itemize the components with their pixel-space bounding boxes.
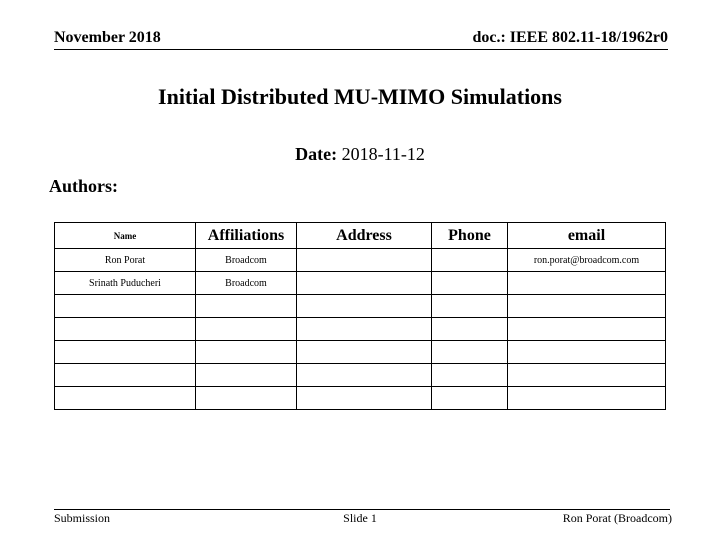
author-affiliation-cell [196,364,297,387]
author-affiliation-cell [196,295,297,318]
author-affiliation-cell: Broadcom [196,272,297,295]
column-header-email: email [508,223,666,249]
slide-title: Initial Distributed MU-MIMO Simulations [158,84,562,109]
footer-author: Ron Porat (Broadcom) [562,511,672,525]
header-doc-id: doc.: IEEE 802.11-18/1962r0 [472,29,668,46]
author-address-cell [297,295,432,318]
column-header-affiliations: Affiliations [196,223,297,249]
author-phone-cell [432,341,508,364]
table-row [55,341,666,364]
author-name-cell: Ron Porat [55,249,196,272]
column-header-name: Name [55,223,196,249]
author-email-cell [508,341,666,364]
footer-divider [54,509,670,510]
table-row [55,295,666,318]
header-date: November 2018 [54,29,161,46]
column-header-address: Address [297,223,432,249]
table-header-row [55,223,666,249]
header-divider [54,49,668,50]
author-affiliation-cell [196,318,297,341]
author-affiliation-cell [196,341,297,364]
author-name-cell [55,387,196,410]
author-affiliation-cell [196,387,297,410]
author-email-cell [508,364,666,387]
author-address-cell [297,318,432,341]
author-phone-cell [432,318,508,341]
footer-submission: Submission [54,511,111,525]
author-email-cell [508,318,666,341]
author-phone-cell [432,295,508,318]
author-address-cell [297,364,432,387]
author-email-cell [508,295,666,318]
date-value: 2018-11-12 [341,144,425,164]
author-address-cell [297,249,432,272]
table-row [55,318,666,341]
column-header-phone: Phone [432,223,508,249]
table-row [55,364,666,387]
author-email-cell: ron.porat@broadcom.com [508,249,666,272]
table-row [55,249,666,272]
authors-table [54,222,666,410]
author-address-cell [297,272,432,295]
author-name-cell [55,364,196,387]
author-address-cell [297,387,432,410]
author-phone-cell [432,364,508,387]
date-label: Date: [295,144,338,164]
author-phone-cell [432,249,508,272]
table-row [55,387,666,410]
author-address-cell [297,341,432,364]
author-name-cell [55,295,196,318]
footer-slide-number: Slide 1 [343,511,377,525]
author-phone-cell [432,272,508,295]
author-email-cell [508,272,666,295]
author-name-cell: Srinath Puducheri [55,272,196,295]
date-line [0,144,720,165]
author-name-cell [55,318,196,341]
author-phone-cell [432,387,508,410]
author-email-cell [508,387,666,410]
author-affiliation-cell: Broadcom [196,249,297,272]
table-row [55,272,666,295]
authors-heading: Authors: [49,176,119,196]
author-name-cell [55,341,196,364]
